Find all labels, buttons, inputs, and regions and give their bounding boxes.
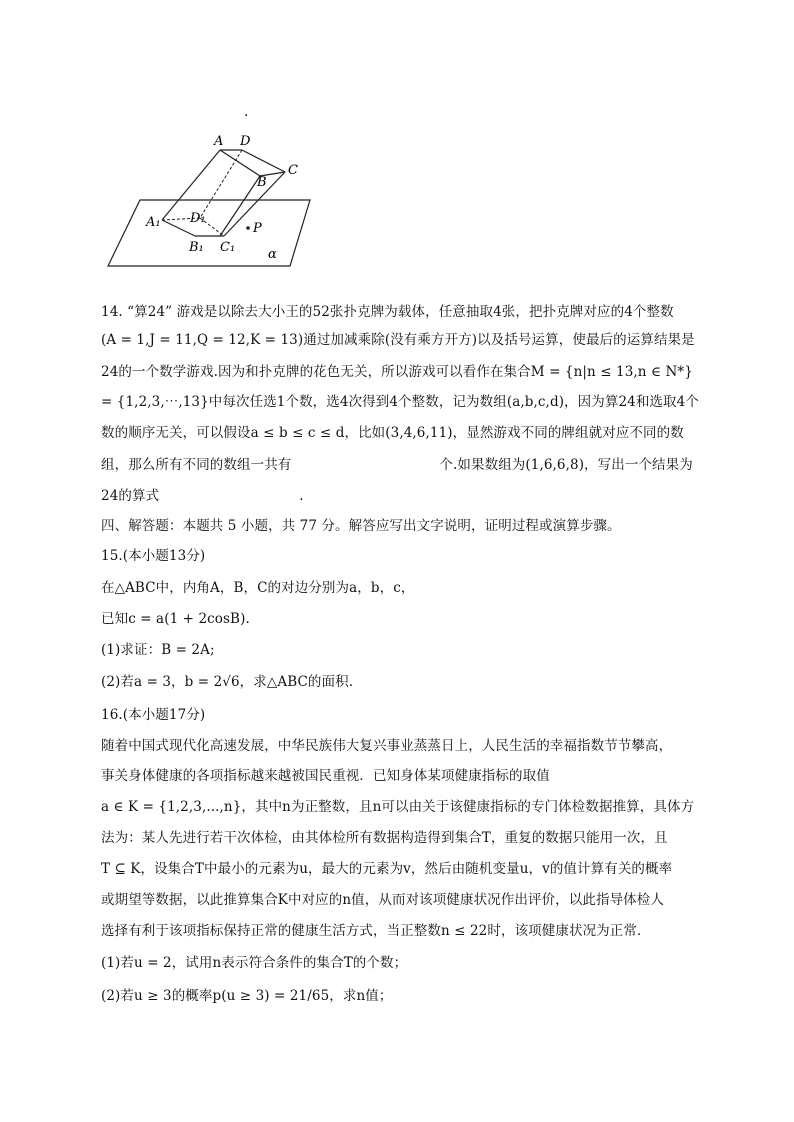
q16-line-3: a ∈ K = {1,2,3,...,n}，其中n为正整数，且n可以由关于该健康指标的专门体检数据推算，具体方 <box>101 799 695 815</box>
q16-line-8: (1)若u = 2，试用n表示符合条件的集合T的个数； <box>101 955 408 971</box>
label-p: P <box>253 221 262 236</box>
label-b: B <box>257 175 267 190</box>
label-alpha: α <box>268 247 277 262</box>
q14-line-4: = {1,2,3,⋯,13}中每次任选1个数，选4次得到4个整数，记为数组(a,b,c,d)，因为算24和选取4个 <box>101 394 699 410</box>
q14-line-6-before: 组，那么所有不同的数组一共有 <box>101 457 292 473</box>
q14-line-5: 数的顺序无关，可以假设a ≤ b ≤ c ≤ d，比如(3,4,6,11)，显然游戏不同的牌组就对应不同的数 <box>101 425 684 441</box>
label-c1: C₁ <box>220 240 236 255</box>
section-4-heading: 四、解答题：本题共 5 小题，共 77 分。解答应写出文字说明，证明过程或演算步骤。 <box>101 518 621 534</box>
plane-alpha <box>108 200 310 266</box>
q16-line-2: 事关身体健康的各项指标越来越被国民重视．已知身体某项健康指标的取值 <box>101 768 550 784</box>
q16-line-6: 或期望等数据，以此推算集合K中对应的n值，从而对该项健康状况作出评价，以此指导体检人 <box>101 892 664 908</box>
q16-line-9: (2)若u ≥ 3的概率p(u ≥ 3) = 21/65，求n值； <box>101 988 393 1004</box>
q14-line-3: 24的一个数学游戏.因为和扑克牌的花色无关，所以游戏可以看作在集合M = {n|n ≤ 13,n ∈ N*} <box>101 364 693 380</box>
q16-line-5: T ⊆ K，设集合T中最小的元素为u，最大的元素为v，然后由随机变量u，v的值计算有关的概率 <box>101 861 673 877</box>
q14-line-6-after: 个.如果数组为(1,6,6,8)，写出一个结果为 <box>439 457 693 473</box>
prism-plane-figure <box>100 128 330 278</box>
stray-dot: . <box>244 104 249 120</box>
label-b1: B₁ <box>189 240 204 255</box>
label-a1: A₁ <box>146 215 161 230</box>
q14-line-7-before: 24的算式 <box>101 488 160 504</box>
q15-line-4: (2)若a = 3，b = 2√6，求△ABC的面积. <box>101 674 354 690</box>
label-a: A <box>214 134 224 149</box>
label-d1: D₁ <box>190 211 206 226</box>
q15-line-1: 在△ABC中，内角A，B，C的对边分别为a，b，c， <box>101 580 415 596</box>
q14-line-6 <box>101 455 693 475</box>
q16-line-4: 法为：某人先进行若干次体检，由其体检所有数据构造得到集合T，重复的数据只能用一次，且 <box>101 830 668 846</box>
q14-line-1: 14. “算24” 游戏是以除去大小王的52张扑克牌为载体，任意抽取4张，把扑克牌对应的4个整数 <box>101 304 674 320</box>
q16-header: 16.(本小题17分) <box>101 707 206 723</box>
q15-header: 15.(本小题13分) <box>101 548 206 564</box>
q14-line-7 <box>101 486 304 506</box>
q14-line-7-after: . <box>299 488 304 504</box>
q14-line-2: (A = 1,J = 11,Q = 12,K = 13)通过加减乘除(没有乘方开方)以及括号运算，使最后的运算结果是 <box>101 332 695 348</box>
q16-line-7: 选择有利于该项指标保持正常的健康生活方式，当正整数n ≤ 22时，该项健康状况为正常． <box>101 923 651 939</box>
label-d: D <box>240 134 251 149</box>
q16-line-1: 随着中国式现代化高速发展，中华民族伟大复兴事业蒸蒸日上，人民生活的幸福指数节节攀高， <box>101 738 673 754</box>
label-c: C <box>288 163 298 178</box>
q15-line-3: (1)求证：B = 2A; <box>101 642 215 658</box>
q15-line-2: 已知c = a(1 + 2cosB). <box>101 611 250 627</box>
point-p <box>246 226 250 230</box>
